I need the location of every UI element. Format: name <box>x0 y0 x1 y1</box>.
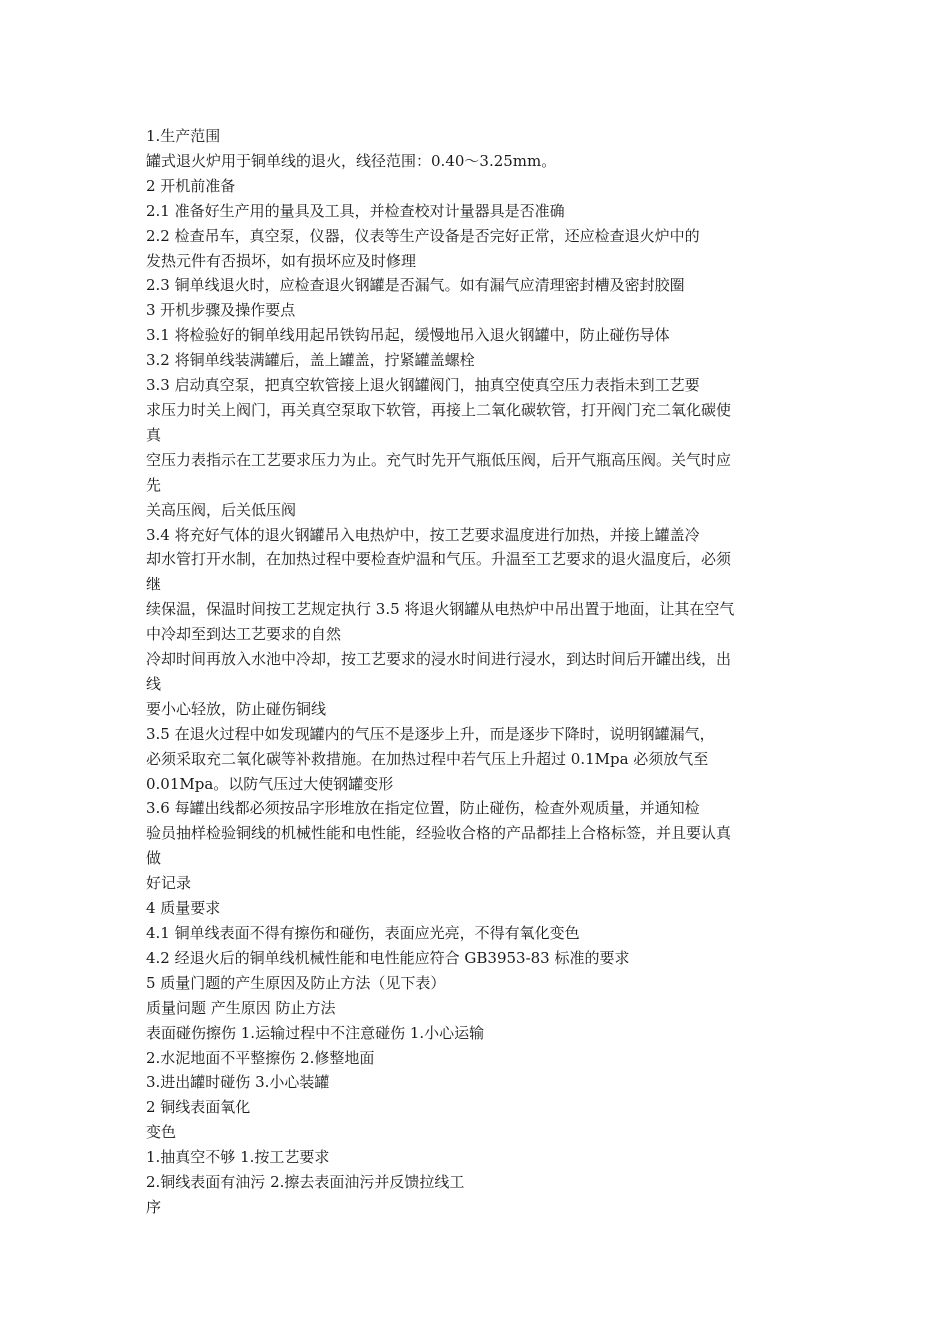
table-row-line: 2.水泥地面不平整擦伤 2.修整地面 <box>146 1048 375 1067</box>
paragraph-line: 3.6 每罐出线都必须按品字形堆放在指定位置，防止碰伤，检查外观质量，并通知检 <box>146 799 700 818</box>
paragraph-line: 必须采取充二氧化碳等补救措施。在加热过程中若气压上升超过 0.1Mpa 必须放气至 <box>146 749 709 768</box>
paragraph-line: 3.5 在退火过程中如发现罐内的气压不是逐步上升，而是逐步下降时，说明钢罐漏气， <box>146 724 715 743</box>
paragraph-line: 先 <box>146 475 162 494</box>
paragraph-line: 3.3 启动真空泵，把真空软管接上退火钢罐阀门，抽真空使真空压力表指未到工艺要 <box>146 376 700 395</box>
paragraph-line: 3.4 将充好气体的退火钢罐吊入电热炉中，按工艺要求温度进行加热，并接上罐盖冷 <box>146 525 700 544</box>
paragraph-line: 2.2 检查吊车，真空泵，仪器，仪表等生产设备是否完好正常，还应检查退火炉中的 <box>146 226 700 245</box>
table-row-line: 1.抽真空不够 1.按工艺要求 <box>146 1148 330 1167</box>
paragraph-line: 0.01Mpa。以防气压过大使钢罐变形 <box>146 774 394 793</box>
paragraph-line: 继 <box>146 575 162 594</box>
section-heading: 3 开机步骤及操作要点 <box>146 301 296 320</box>
table-row-line: 表面碰伤擦伤 1.运输过程中不注意碰伤 1.小心运输 <box>146 1023 485 1042</box>
table-row-line: 2 铜线表面氧化 <box>146 1098 251 1117</box>
paragraph-line: 关高压阀，后关低压阀 <box>146 500 297 519</box>
paragraph-line: 罐式退火炉用于铜单线的退火，线径范围：0.40～3.25mm。 <box>146 151 557 170</box>
table-row-line: 3.进出罐时碰伤 3.小心装罐 <box>146 1073 330 1092</box>
paragraph-line: 要小心轻放，防止碰伤铜线 <box>146 699 327 718</box>
table-row-line: 序 <box>146 1197 162 1216</box>
paragraph-line: 求压力时关上阀门，再关真空泵取下软管，再接上二氧化碳软管，打开阀门充二氧化碳使 <box>146 400 732 419</box>
paragraph-line: 4.2 经退火后的铜单线机械性能和电性能应符合 GB3953-83 标准的要求 <box>146 948 630 967</box>
document-body <box>146 124 814 1220</box>
section-heading: 1.生产范围 <box>146 127 221 145</box>
paragraph-line: 发热元件有否损坏，如有损坏应及时修理 <box>146 251 417 270</box>
table-row-line: 变色 <box>146 1123 177 1142</box>
paragraph-line: 验员抽样检验铜线的机械性能和电性能，经验收合格的产品都挂上合格标签，并且要认真 <box>146 824 732 843</box>
paragraph-line: 中冷却至到达工艺要求的自然 <box>146 625 342 644</box>
paragraph-line: 真 <box>146 425 162 444</box>
paragraph-line: 好记录 <box>146 874 192 893</box>
section-heading: 5 质量门题的产生原因及防止方法（见下表） <box>146 973 446 992</box>
table-header-line: 质量问题 产生原因 防止方法 <box>146 998 336 1017</box>
paragraph-line: 却水管打开水制，在加热过程中要检查炉温和气压。升温至工艺要求的退火温度后，必须 <box>146 550 732 569</box>
paragraph-line: 冷却时间再放入水池中冷却，按工艺要求的浸水时间进行浸水，到达时间后开罐出线，出 <box>146 650 732 669</box>
section-heading: 4 质量要求 <box>146 899 221 918</box>
paragraph-line: 3.1 将检验好的铜单线用起吊铁钩吊起，缓慢地吊入退火钢罐中，防止碰伤导体 <box>146 326 670 345</box>
paragraph-line: 续保温，保温时间按工艺规定执行 3.5 将退火钢罐从电热炉中吊出置于地面，让其在空气 <box>146 600 735 619</box>
table-row-line: 2.铜线表面有油污 2.擦去表面油污并反馈拉线工 <box>146 1173 465 1192</box>
paragraph-line: 2.1 准备好生产用的量具及工具，并检查校对计量器具是否准确 <box>146 201 565 220</box>
paragraph-line: 线 <box>146 674 162 693</box>
paragraph-line: 空压力表指示在工艺要求压力为止。充气时先开气瓶低压阀，后开气瓶高压阀。关气时应 <box>146 450 732 469</box>
paragraph-line: 做 <box>146 849 162 868</box>
section-heading: 2 开机前准备 <box>146 176 236 195</box>
paragraph-line: 3.2 将铜单线装满罐后，盖上罐盖，拧紧罐盖螺栓 <box>146 351 475 370</box>
paragraph-line: 4.1 铜单线表面不得有擦伤和碰伤，表面应光亮，不得有氧化变色 <box>146 924 580 942</box>
paragraph-line: 2.3 铜单线退火时，应检查退火钢罐是否漏气。如有漏气应清理密封槽及密封胶圈 <box>146 276 685 295</box>
